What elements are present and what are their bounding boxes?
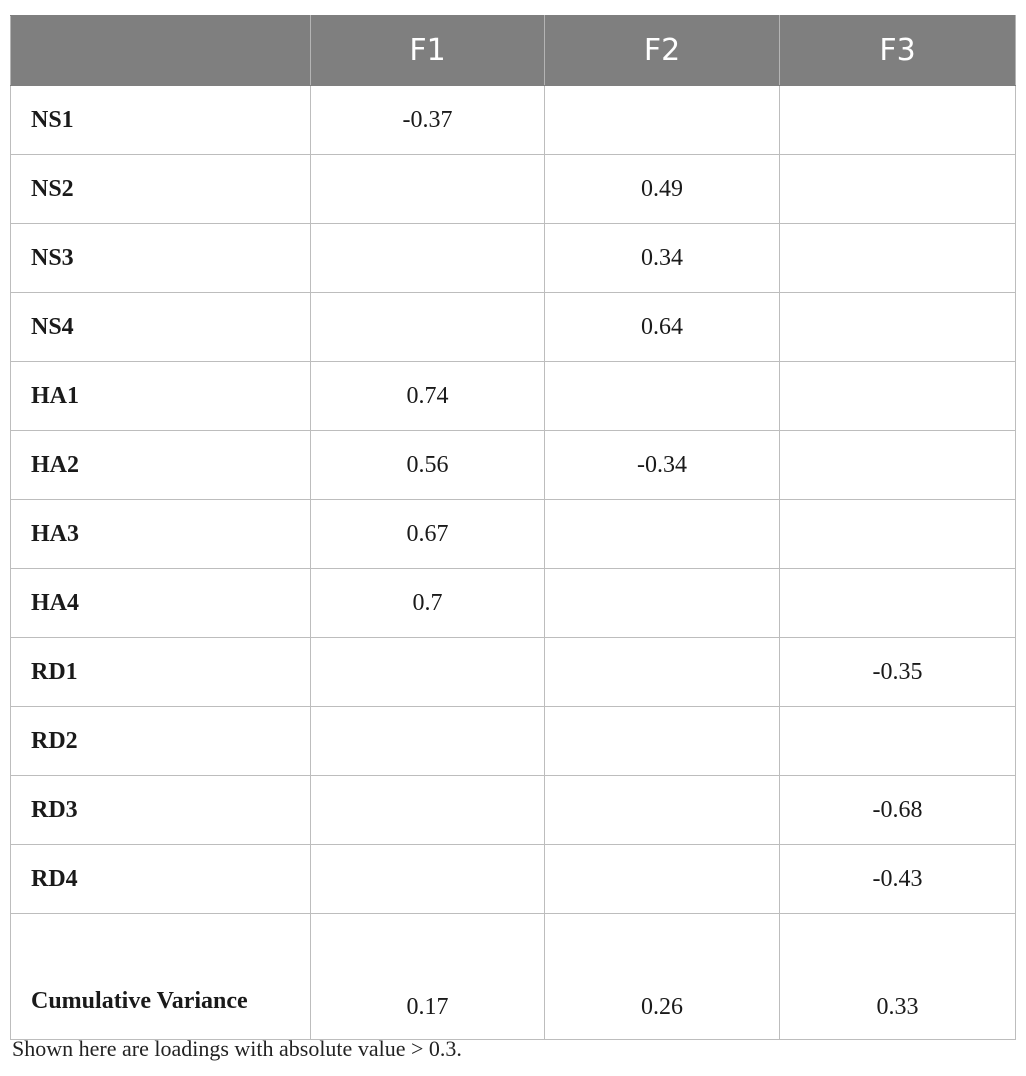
table-header <box>11 16 1016 86</box>
cell-f1 <box>311 293 545 362</box>
cell-f3 <box>780 224 1016 293</box>
cell-f3 <box>780 569 1016 638</box>
cell-f1 <box>311 638 545 707</box>
cell-f3: -0.68 <box>780 776 1016 845</box>
cell-f2: 0.26 <box>545 914 780 1040</box>
table-row <box>11 362 1016 431</box>
row-label: RD3 <box>11 776 311 845</box>
table-row <box>11 293 1016 362</box>
table-row <box>11 86 1016 155</box>
row-label: HA2 <box>11 431 311 500</box>
cell-f1 <box>311 707 545 776</box>
cell-f3: -0.35 <box>780 638 1016 707</box>
row-label: NS1 <box>11 86 311 155</box>
table-row <box>11 500 1016 569</box>
row-label: HA1 <box>11 362 311 431</box>
cell-f3 <box>780 431 1016 500</box>
cell-f1: 0.67 <box>311 500 545 569</box>
cell-f3 <box>780 86 1016 155</box>
cell-f3 <box>780 155 1016 224</box>
cell-f1 <box>311 224 545 293</box>
cell-f1: 0.17 <box>311 914 545 1040</box>
cell-f3 <box>780 362 1016 431</box>
table-row <box>11 569 1016 638</box>
cell-f1: -0.37 <box>311 86 545 155</box>
cell-f2 <box>545 500 780 569</box>
row-label: NS4 <box>11 293 311 362</box>
factor-loadings-table <box>10 15 1016 1040</box>
row-label: RD1 <box>11 638 311 707</box>
cell-f2 <box>545 86 780 155</box>
header-cell-f2: F2 <box>545 16 780 86</box>
cell-f1 <box>311 155 545 224</box>
cell-f1 <box>311 845 545 914</box>
row-label: HA3 <box>11 500 311 569</box>
cell-f1: 0.74 <box>311 362 545 431</box>
table-row <box>11 431 1016 500</box>
cell-f1: 0.7 <box>311 569 545 638</box>
cell-f2 <box>545 845 780 914</box>
cell-f2: 0.49 <box>545 155 780 224</box>
header-cell-f1: F1 <box>311 16 545 86</box>
cell-f1: 0.56 <box>311 431 545 500</box>
table-row <box>11 638 1016 707</box>
table-row <box>11 155 1016 224</box>
cell-f1 <box>311 776 545 845</box>
table-row-cumulative-variance <box>11 914 1016 1040</box>
cell-f3 <box>780 500 1016 569</box>
row-label: HA4 <box>11 569 311 638</box>
row-label: RD2 <box>11 707 311 776</box>
table-row <box>11 224 1016 293</box>
row-label-cumulative-variance: Cumulative Variance <box>11 914 311 1040</box>
cell-f2 <box>545 362 780 431</box>
cell-f3: 0.33 <box>780 914 1016 1040</box>
cell-f3: -0.43 <box>780 845 1016 914</box>
row-label: NS2 <box>11 155 311 224</box>
header-row <box>11 16 1016 86</box>
cell-f3 <box>780 293 1016 362</box>
row-label: NS3 <box>11 224 311 293</box>
cell-f2: 0.34 <box>545 224 780 293</box>
table-body <box>11 86 1016 1040</box>
cell-f3 <box>780 707 1016 776</box>
cell-f2 <box>545 569 780 638</box>
cell-f2 <box>545 776 780 845</box>
row-label: RD4 <box>11 845 311 914</box>
table-row <box>11 776 1016 845</box>
cell-f2 <box>545 638 780 707</box>
table-footnote: Shown here are loadings with absolute value > 0.3. <box>12 1036 462 1061</box>
header-cell-corner <box>11 16 311 86</box>
table-row <box>11 707 1016 776</box>
cell-f2 <box>545 707 780 776</box>
cell-f2: -0.34 <box>545 431 780 500</box>
table-row <box>11 845 1016 914</box>
header-cell-f3: F3 <box>780 16 1016 86</box>
cell-f2: 0.64 <box>545 293 780 362</box>
